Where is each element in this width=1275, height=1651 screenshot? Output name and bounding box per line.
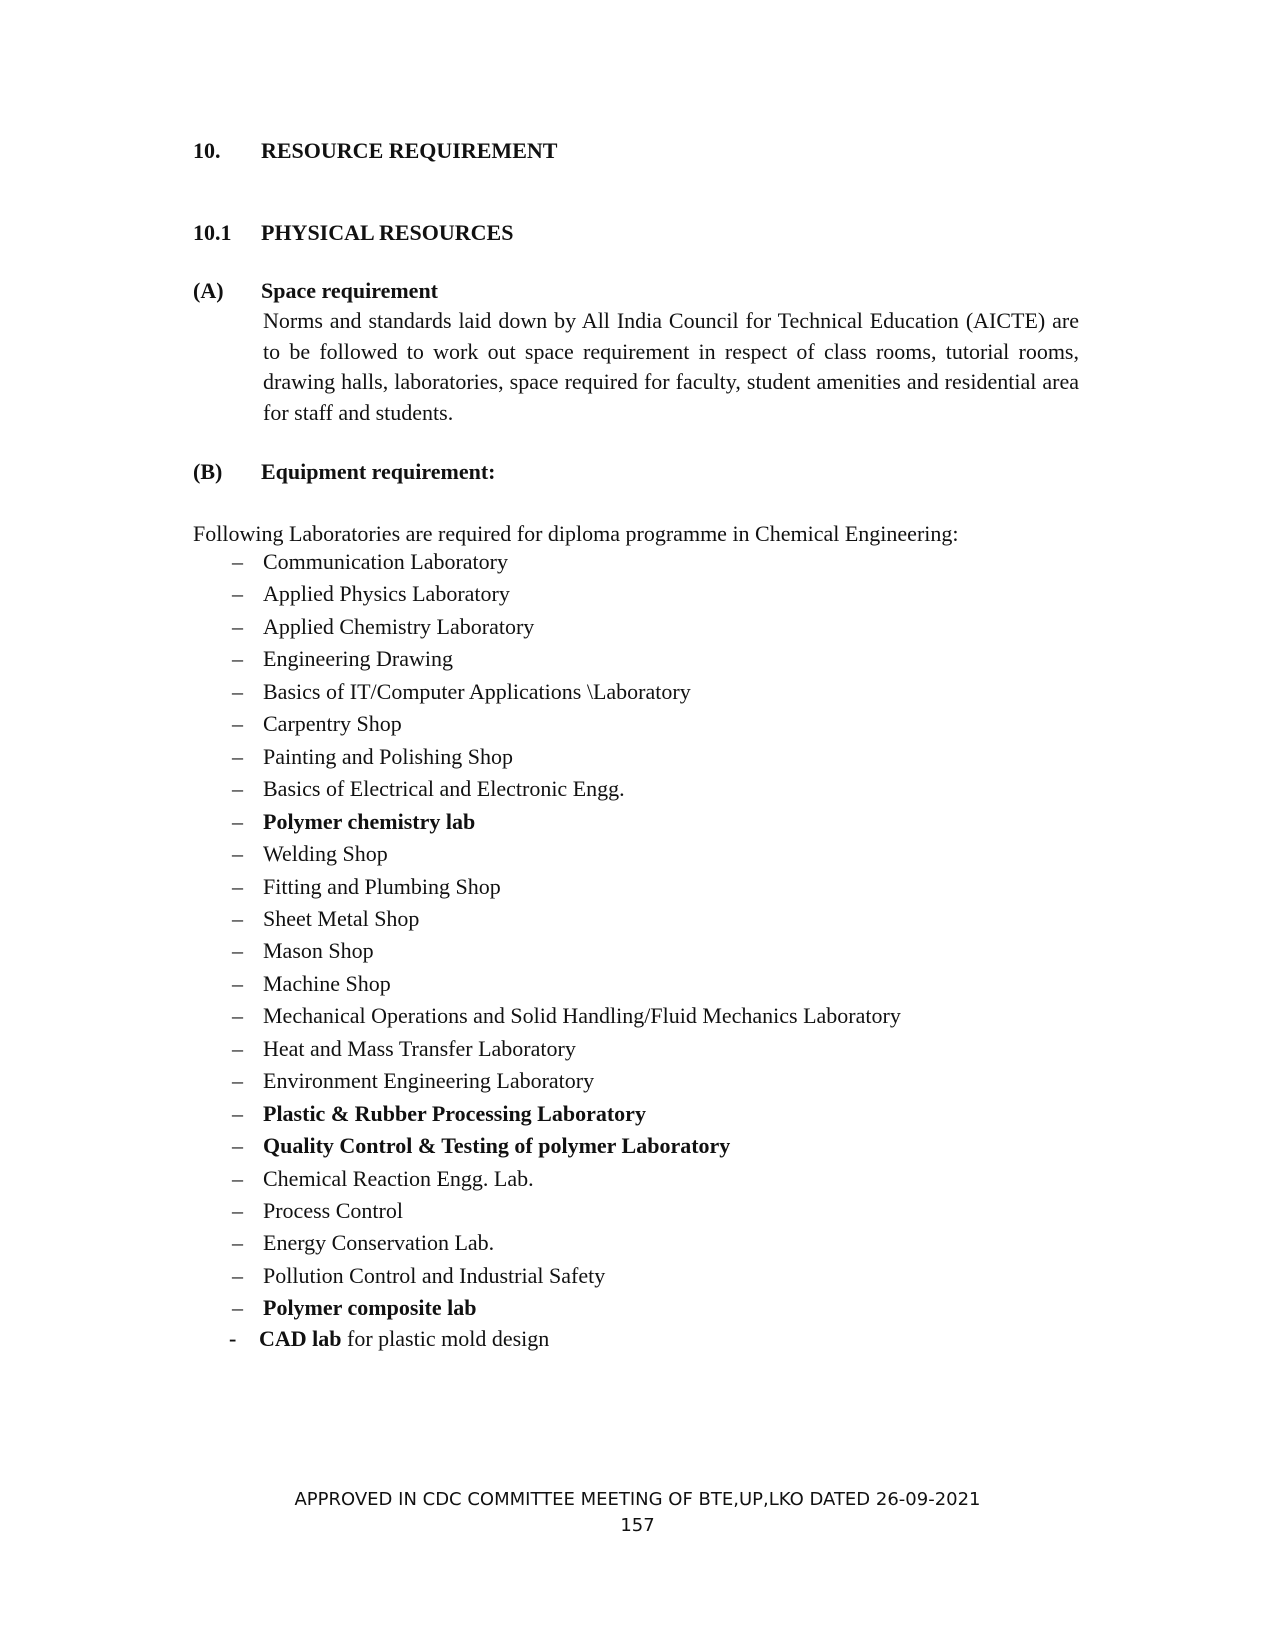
list-item-label: Energy Conservation Lab. [263,1230,495,1255]
list-dash: – [232,809,243,834]
list-item-label: Communication Laboratory [263,549,508,574]
list-item-label: Chemical Reaction Engg. Lab. [263,1166,534,1191]
list-dash: – [232,1166,243,1191]
list-dash: – [232,1003,243,1028]
list-dash: – [232,1133,243,1158]
space-title: Space requirement [261,278,438,303]
section-title: RESOURCE REQUIREMENT [261,138,558,163]
list-dash: – [232,744,243,769]
list-hyphen: - [229,1326,237,1351]
list-dash: – [232,874,243,899]
cad-lab-rest-text: for plastic mold design [341,1326,550,1351]
list-item-label: Basics of Electrical and Electronic Engg. [263,776,625,801]
list-item-label: Sheet Metal Shop [263,906,420,931]
list-item-label: Applied Chemistry Laboratory [263,614,535,639]
equipment-title: Equipment requirement: [261,459,496,484]
list-dash: – [232,711,243,736]
list-item-label: Painting and Polishing Shop [263,744,513,769]
list-item-label: Mason Shop [263,938,374,963]
list-item-label: Welding Shop [263,841,388,866]
list-dash: – [232,776,243,801]
list-item-label [259,1324,549,1354]
subsection-title: PHYSICAL RESOURCES [261,220,514,245]
list-dash: – [232,549,243,574]
list-item-label: Polymer chemistry lab [263,809,476,834]
list-item-label: Machine Shop [263,971,391,996]
list-dash: – [232,679,243,704]
section-number: 10. [193,138,221,163]
list-item-label: Process Control [263,1198,403,1223]
list-dash: – [232,1230,243,1255]
list-dash: – [232,841,243,866]
list-item-label: Carpentry Shop [263,711,402,736]
list-item-label: Plastic & Rubber Processing Laboratory [263,1101,646,1126]
list-dash: – [232,906,243,931]
subsection-number: 10.1 [193,220,232,245]
list-dash: – [232,646,243,671]
list-dash: – [232,1263,243,1288]
list-item-label: Polymer composite lab [263,1295,477,1320]
list-dash: – [232,1036,243,1061]
equipment-marker: (B) [193,459,223,484]
list-dash: – [232,1068,243,1093]
list-dash: – [232,581,243,606]
list-item-label: Mechanical Operations and Solid Handling/Fluid Mechanics Laboratory [263,1003,901,1028]
page-number: 157 [620,1515,655,1536]
list-item-label: Pollution Control and Industrial Safety [263,1263,606,1288]
list-item-label: Engineering Drawing [263,646,453,671]
laboratories-intro: Following Laboratories are required for diploma programme in Chemical Engineering: [193,521,959,546]
approval-footer: APPROVED IN CDC COMMITTEE MEETING OF BTE,UP,LKO DATED 26-09-2021 [294,1489,981,1510]
list-dash: – [232,1198,243,1223]
list-item-label: Quality Control & Testing of polymer Laboratory [263,1133,731,1158]
list-dash: – [232,938,243,963]
list-item-label: Basics of IT/Computer Applications \Laboratory [263,679,691,704]
list-dash: – [232,1101,243,1126]
list-item-label: Environment Engineering Laboratory [263,1068,595,1093]
list-dash: – [232,1295,243,1320]
space-requirement-paragraph: Norms and standards laid down by All India Council for Technical Education (AICTE) are to be followed to work out space requirement in respect of class rooms, tutorial rooms, drawing halls, laboratories, space required for faculty, student amenities and residential area for staff and students. [263,308,1079,425]
list-dash: – [232,971,243,996]
space-marker: (A) [193,278,224,303]
list-item-label: Heat and Mass Transfer Laboratory [263,1036,576,1061]
list-item-label: Fitting and Plumbing Shop [263,874,501,899]
list-dash: – [232,614,243,639]
list-item-label: Applied Physics Laboratory [263,581,510,606]
cad-lab-bold-text: CAD lab [259,1326,342,1351]
